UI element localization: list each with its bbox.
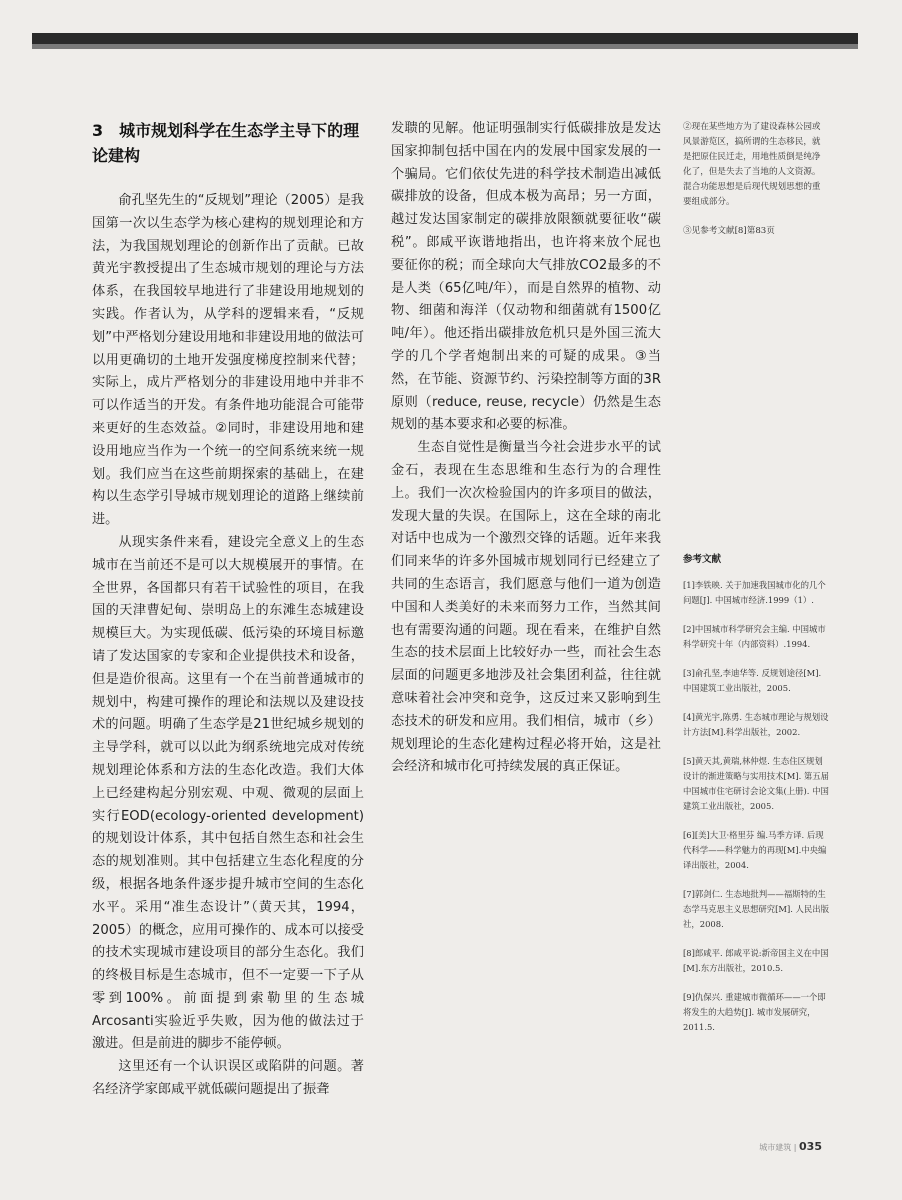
reference-item: [7]郭剑仁. 生态地批判——福斯特的生态学马克思主义思想研究[M]. 人民出版社，2008. (683, 889, 830, 929)
reference-item: [2]中国城市科学研究会主编. 中国城市科学研究十年（内部资料）.1994. (683, 624, 826, 649)
paragraph: 这里还有一个认识误区或陷阱的问题。著名经济学家郎咸平就低碳问题提出了振聋 (92, 1059, 364, 1098)
reference-item: [6][美]大卫·格里芬 编.马季方译. 后现代科学——科学魅力的再现[M].中央编译出版社，2004. (683, 830, 827, 870)
middle-column (391, 118, 661, 779)
header-rule (32, 33, 858, 44)
references-title: 参考文献 (683, 554, 722, 565)
footnote: ②现在某些地方为了建设森林公园或风景游览区，搞所谓的生态移民，就是把原住民迁走，用地性质倒是纯净化了，但是失去了当地的人文资源。混合功能思想是后现代规划思想的重要组成部分。 (683, 122, 821, 207)
page-number: 035 (799, 1140, 822, 1153)
section-heading: 3 城市规划科学在生态学主导下的理论建构 (92, 121, 360, 165)
reference-item: [4]黄光宇,陈勇. 生态城市理论与规划设计方法[M].科学出版社，2002. (683, 712, 829, 737)
paragraph: 从现实条件来看，建设完全意义上的生态城市在当前还不是可以大规模展开的事情。在全世界，各国都只有若干试验性的项目，在我国的天津曹妃甸、崇明岛上的东滩生态城建设规模巨大。为实现低碳、低污染的环境目标邀请了发达国家的专家和企业提供技术和设备，但是造价很高。这里有一个在当前普通城市的规划中，构建可操作的理论和法规以及建设技术的问题。明确了生态学是21世纪城乡规划的主导学科，就可以以此为纲系统地完成对传统规划理论体系和方法的生态化改造。我们大体上已经建构起分别宏观、中观、微观的层面上实行EOD(ecology-oriented development)的规划设计体系，其中包括自然生态和社会生态的规划准则。其中包括建立生态化程度的分级，根据各地条件逐步提升城市空间的生态化水平。采用“准生态设计”（黄天其，1994，2005）的概念，应用可操作的、成本可以接受的技术实现城市建设项目的部分生态化。我们的终极目标是生态城市，但不一定要一下子从零到100%。前面提到索勒里的生态城Arcosanti实验近乎失败，因为他的做法过于激进。但是前进的脚步不能停顿。 (92, 534, 364, 1052)
paragraph: 发聩的见解。他证明强制实行低碳排放是发达国家抑制包括中国在内的发展中国家发展的一个骗局。它们依仗先进的科学技术制造出减低碳排放的设备，但成本极为高昂；另一方面，越过发达国家制定的碳排放限额就要征收“碳税”。郎咸平诙谐地指出，也许将来放个屁也要征你的税；而全球向大气排放CO2最多的不是人类（65亿吨/年），而是自然界的植物、动物、细菌和海洋（仅动物和细菌就有1500亿吨/年）。他还指出碳排放危机只是外国三流大学的几个学者炮制出来的可疑的成果。③当然，在节能、资源节约、污染控制等方面的3R原则（reduce, reuse, recycle）仍然是生态规划的基本要求和必要的标准。 (391, 121, 661, 433)
footnote: ③见参考文献[8]第83页 (683, 226, 775, 236)
left-column (92, 118, 364, 1102)
paragraph: 生态自觉性是衡量当今社会进步水平的试金石，表现在生态思维和生态行为的合理性上。我们一次次检验国内的许多项目的做法，发现大量的失误。在国际上，这在全球的南北对话中也成为一个激烈交锋的话题。近年来我们同来华的许多外国城市规划同行已经建立了共同的生态语言，我们愿意与他们一道为创造中国和人类美好的未来而努力工作，当然其间也有需要沟通的问题。现在看来，在维护自然生态的技术层面上比较好办一些，而社会生态层面的问题更多地涉及社会集团利益，往往就意味着社会冲突和竞争，这反过来又影响到生态技术的研发和应用。我们相信，城市（乡）规划理论的生态化建构过程必将开始，这是社会经济和城市化可持续发展的真正保证。 (391, 440, 661, 775)
page-footer: 城市建筑 | 035 (759, 1140, 822, 1153)
reference-item: [1]李铁映. 关于加速我国城市化的几个问题[J]. 中国城市经济.1999（1）. (683, 580, 826, 605)
reference-item: [9]仇保兴. 重建城市微循环——一个即将发生的大趋势[J]. 城市发展研究，2011.5. (683, 992, 826, 1032)
paragraph: 俞孔坚先生的“反规划”理论（2005）是我国第一次以生态学为核心建构的规划理论和方法，为我国规划理论的创新作出了贡献。已故黄光宇教授提出了生态城市规划的理论与方法体系，在我国较早地进行了非建设用地规划的实践。作者认为，从学科的逻辑来看，“反规划”中严格划分建设用地和非建设用地的做法可以用更确切的土地开发强度梯度控制来代替；实际上，成片严格划分的非建设用地中并非不可以作适当的开发。有条件地功能混合可能带来更好的生态效益。②同时，非建设用地和建设用地应当作为一个统一的空间系统来统一规划。我们应当在这些前期探索的基础上，在建构以生态学引导城市规划理论的道路上继续前进。 (92, 193, 364, 528)
side-notes (683, 120, 829, 253)
reference-item: [5]黄天其,黄瑞,林仲煜. 生态住区规划设计的渐进策略与实用技术[M]. 第五届中国城市住宅研讨会论文集(上册). 中国建筑工业出版社，2005. (683, 756, 830, 811)
references-list (683, 578, 831, 1049)
reference-item: [8]郎咸平. 郎咸平说:新帝国主义在中国[M].东方出版社，2010.5. (683, 948, 829, 973)
journal-name: 城市建筑 (759, 1143, 792, 1152)
reference-item: [3]俞孔坚,李迪华等. 反规划途径[M]. 中国建筑工业出版社，2005. (683, 668, 822, 693)
header-rule-shadow (32, 44, 858, 49)
